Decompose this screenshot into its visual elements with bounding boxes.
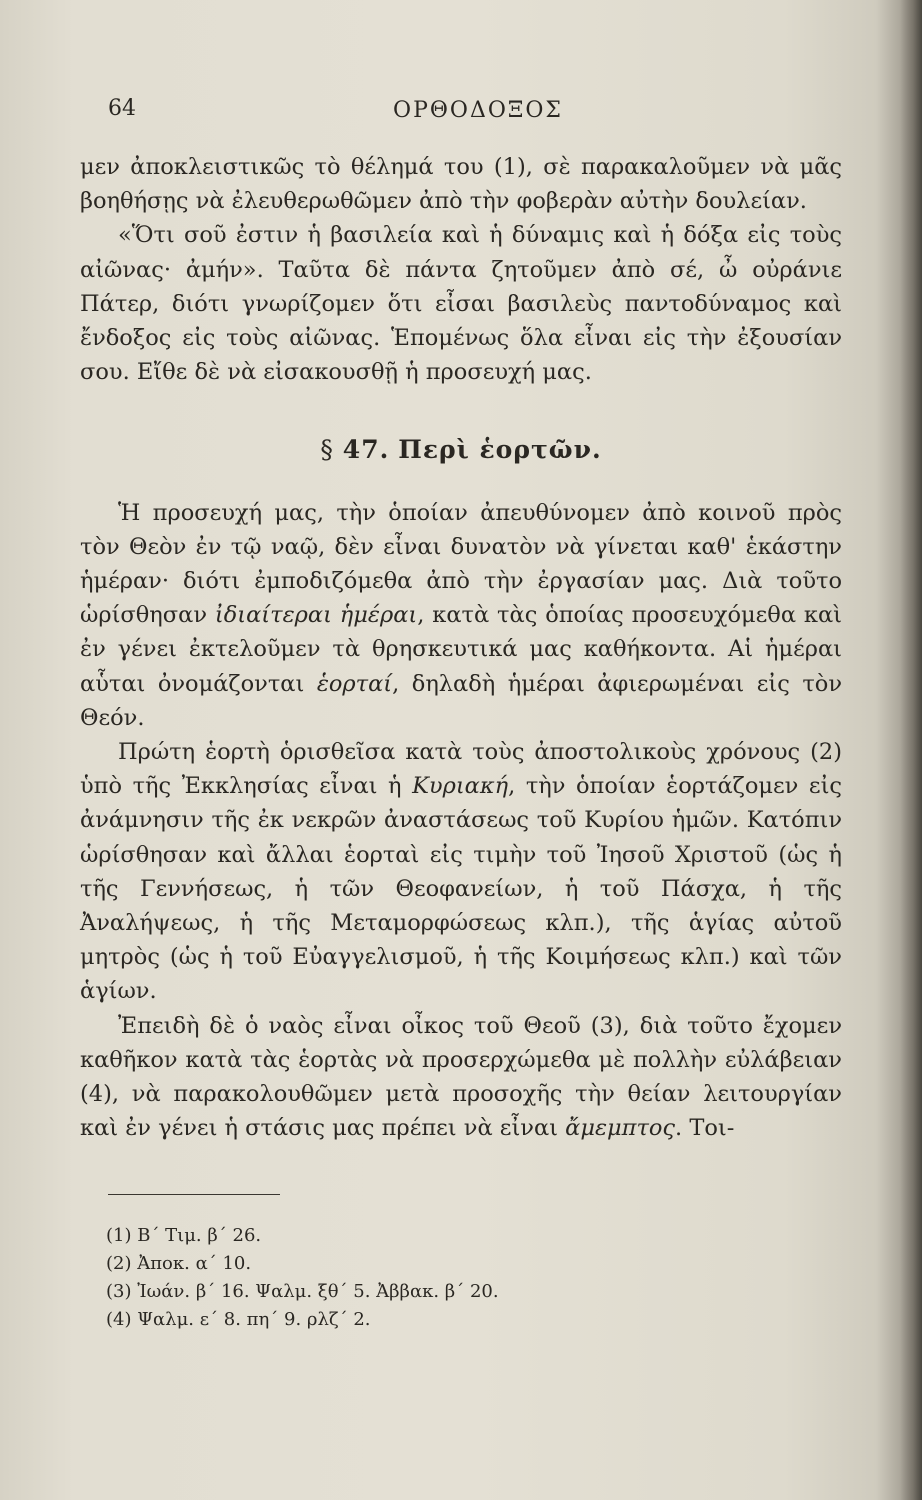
footnotes bbox=[106, 1222, 706, 1334]
emphasis-text: Κυριακή bbox=[412, 773, 509, 800]
paragraph-church-conduct bbox=[80, 1009, 842, 1146]
page-edge-shadow bbox=[900, 0, 922, 1500]
footnote: (2) Ἀποκ. α΄ 10. bbox=[106, 1253, 252, 1274]
footnote: (4) Ψαλμ. ε΄ 8. πη΄ 9. ρλζ΄ 2. bbox=[106, 1309, 371, 1330]
emphasis-text: ἑορταί bbox=[316, 670, 393, 697]
text-run: Πρώτη ἑορτὴ ὁρισθεῖσα κατὰ τοὺς ἀποστολικοὺς χρόνους (2) ὑπὸ τῆς Ἐκκλησίας εἶναι ἡ bbox=[80, 739, 842, 800]
text-run: Ἡ προσευχή μας, τὴν ὁποίαν ἀπευθύνομεν ἀπὸ κοινοῦ πρὸς τὸν Θεὸν ἐν τῷ ναῷ, δὲν εἶναι δυνατὸν νὰ γίνεται καθ' ἑκάστην ἡμέραν· διότι ἐμποδιζόμεθα ἀπὸ τὴν ἐργασίαν μας. Διὰ τοῦτο ὡρίσθησαν bbox=[80, 499, 842, 629]
emphasis-text: ἄμεμπτος bbox=[565, 1115, 676, 1142]
footnote: (1) Β΄ Τιμ. β΄ 26. bbox=[106, 1225, 262, 1246]
running-head: ΟΡΘΟΔΟΞΟΣ bbox=[393, 98, 563, 123]
footnote: (3) Ἰωάν. β΄ 16. Ψαλμ. ξθ΄ 5. Ἀββακ. β΄ 20. bbox=[106, 1281, 499, 1302]
text-run: Ἐπειδὴ δὲ ὁ ναὸς εἶναι οἶκος τοῦ Θεοῦ (3), διὰ τοῦτο ἔχομεν καθῆκον κατὰ τὰς ἑορτὰς νὰ προσερχώμεθα μὲ πολλὴν εὐλάβειαν (4), νὰ παρακολουθῶμεν μετὰ προσοχῆς τὴν θείαν λειτουργίαν καὶ ἐν γένει ἡ στάσις μας πρέπει νὰ εἶναι bbox=[80, 1012, 842, 1142]
page-number: 64 bbox=[108, 96, 136, 121]
section-number: 47. bbox=[342, 435, 390, 465]
text-run: , δηλαδὴ ἡμέραι ἀφιερωμέναι εἰς τὸν Θεόν. bbox=[80, 670, 842, 731]
section-symbol: § bbox=[320, 435, 334, 465]
page-header bbox=[108, 96, 848, 132]
text-run: , τὴν ὁποίαν ἑορτάζομεν εἰς ἀνάμνησιν τῆς ἐκ νεκρῶν ἀναστάσεως τοῦ Κυρίου ἡμῶν. Κατόπιν ὡρίσθησαν καὶ ἄλλαι ἑορταὶ εἰς τιμὴν τοῦ Ἰησοῦ Χριστοῦ (ὡς ἡ τῆς Γεννήσεως, ἡ τῶν Θεοφανείων, ἡ τοῦ Πάσχα, ἡ τῆς Ἀναλήψεως, ἡ τῆς Μεταμορφώσεως κλπ.), τῆς ἁγίας αὐτοῦ μητρὸς (ὡς ἡ τοῦ Εὐαγγελισμοῦ, ἡ τῆς Κοιμήσεως κλπ.) καὶ τῶν ἁγίων. bbox=[80, 773, 842, 1005]
section-title: Περὶ ἑορτῶν. bbox=[398, 435, 602, 465]
text-run: . Τοι- bbox=[675, 1115, 735, 1142]
text-run: , κατὰ τὰς ὁποίας προσευχόμεθα καὶ ἐν γένει ἐκτελοῦμεν τὰ θρησκευτικά μας καθήκοντα. Αἱ ἡμέραι αὗται ὀνομάζονται bbox=[80, 602, 843, 697]
paragraph-prayer-days bbox=[80, 496, 842, 735]
section-heading bbox=[80, 433, 842, 467]
paragraph-doxology: «Ὅτι σοῦ ἐστιν ἡ βασιλεία καὶ ἡ δύναμις καὶ ἡ δόξα εἰς τοὺς αἰῶνας· ἀμήν». Ταῦτα δὲ πάντα ζητοῦμεν ἀπὸ σέ, ὦ οὐράνιε Πάτερ, διότι γνωρίζομεν ὅτι εἶσαι βασιλεὺς παντοδύναμος καὶ ἔνδοξος εἰς τοὺς αἰῶνας. Ἑπομένως ὅλα εἶναι εἰς τὴν ἐξουσίαν σου. Εἴθε δὲ νὰ εἰσακουσθῇ ἡ προσευχή μας. bbox=[80, 222, 842, 386]
emphasis-text: ἰδιαίτεραι ἡμέραι bbox=[214, 602, 418, 629]
paragraph-first-feast bbox=[80, 735, 842, 1009]
footnote-divider bbox=[108, 1194, 280, 1195]
main-text bbox=[80, 150, 842, 1145]
paragraph-continued: μεν ἀποκλειστικῶς τὸ θέλημά του (1), σὲ παρακαλοῦμεν νὰ μᾶς βοηθήσῃς νὰ ἐλευθερωθῶμεν ἀπὸ τὴν φοβερὰν αὐτὴν δουλείαν. bbox=[80, 154, 842, 215]
